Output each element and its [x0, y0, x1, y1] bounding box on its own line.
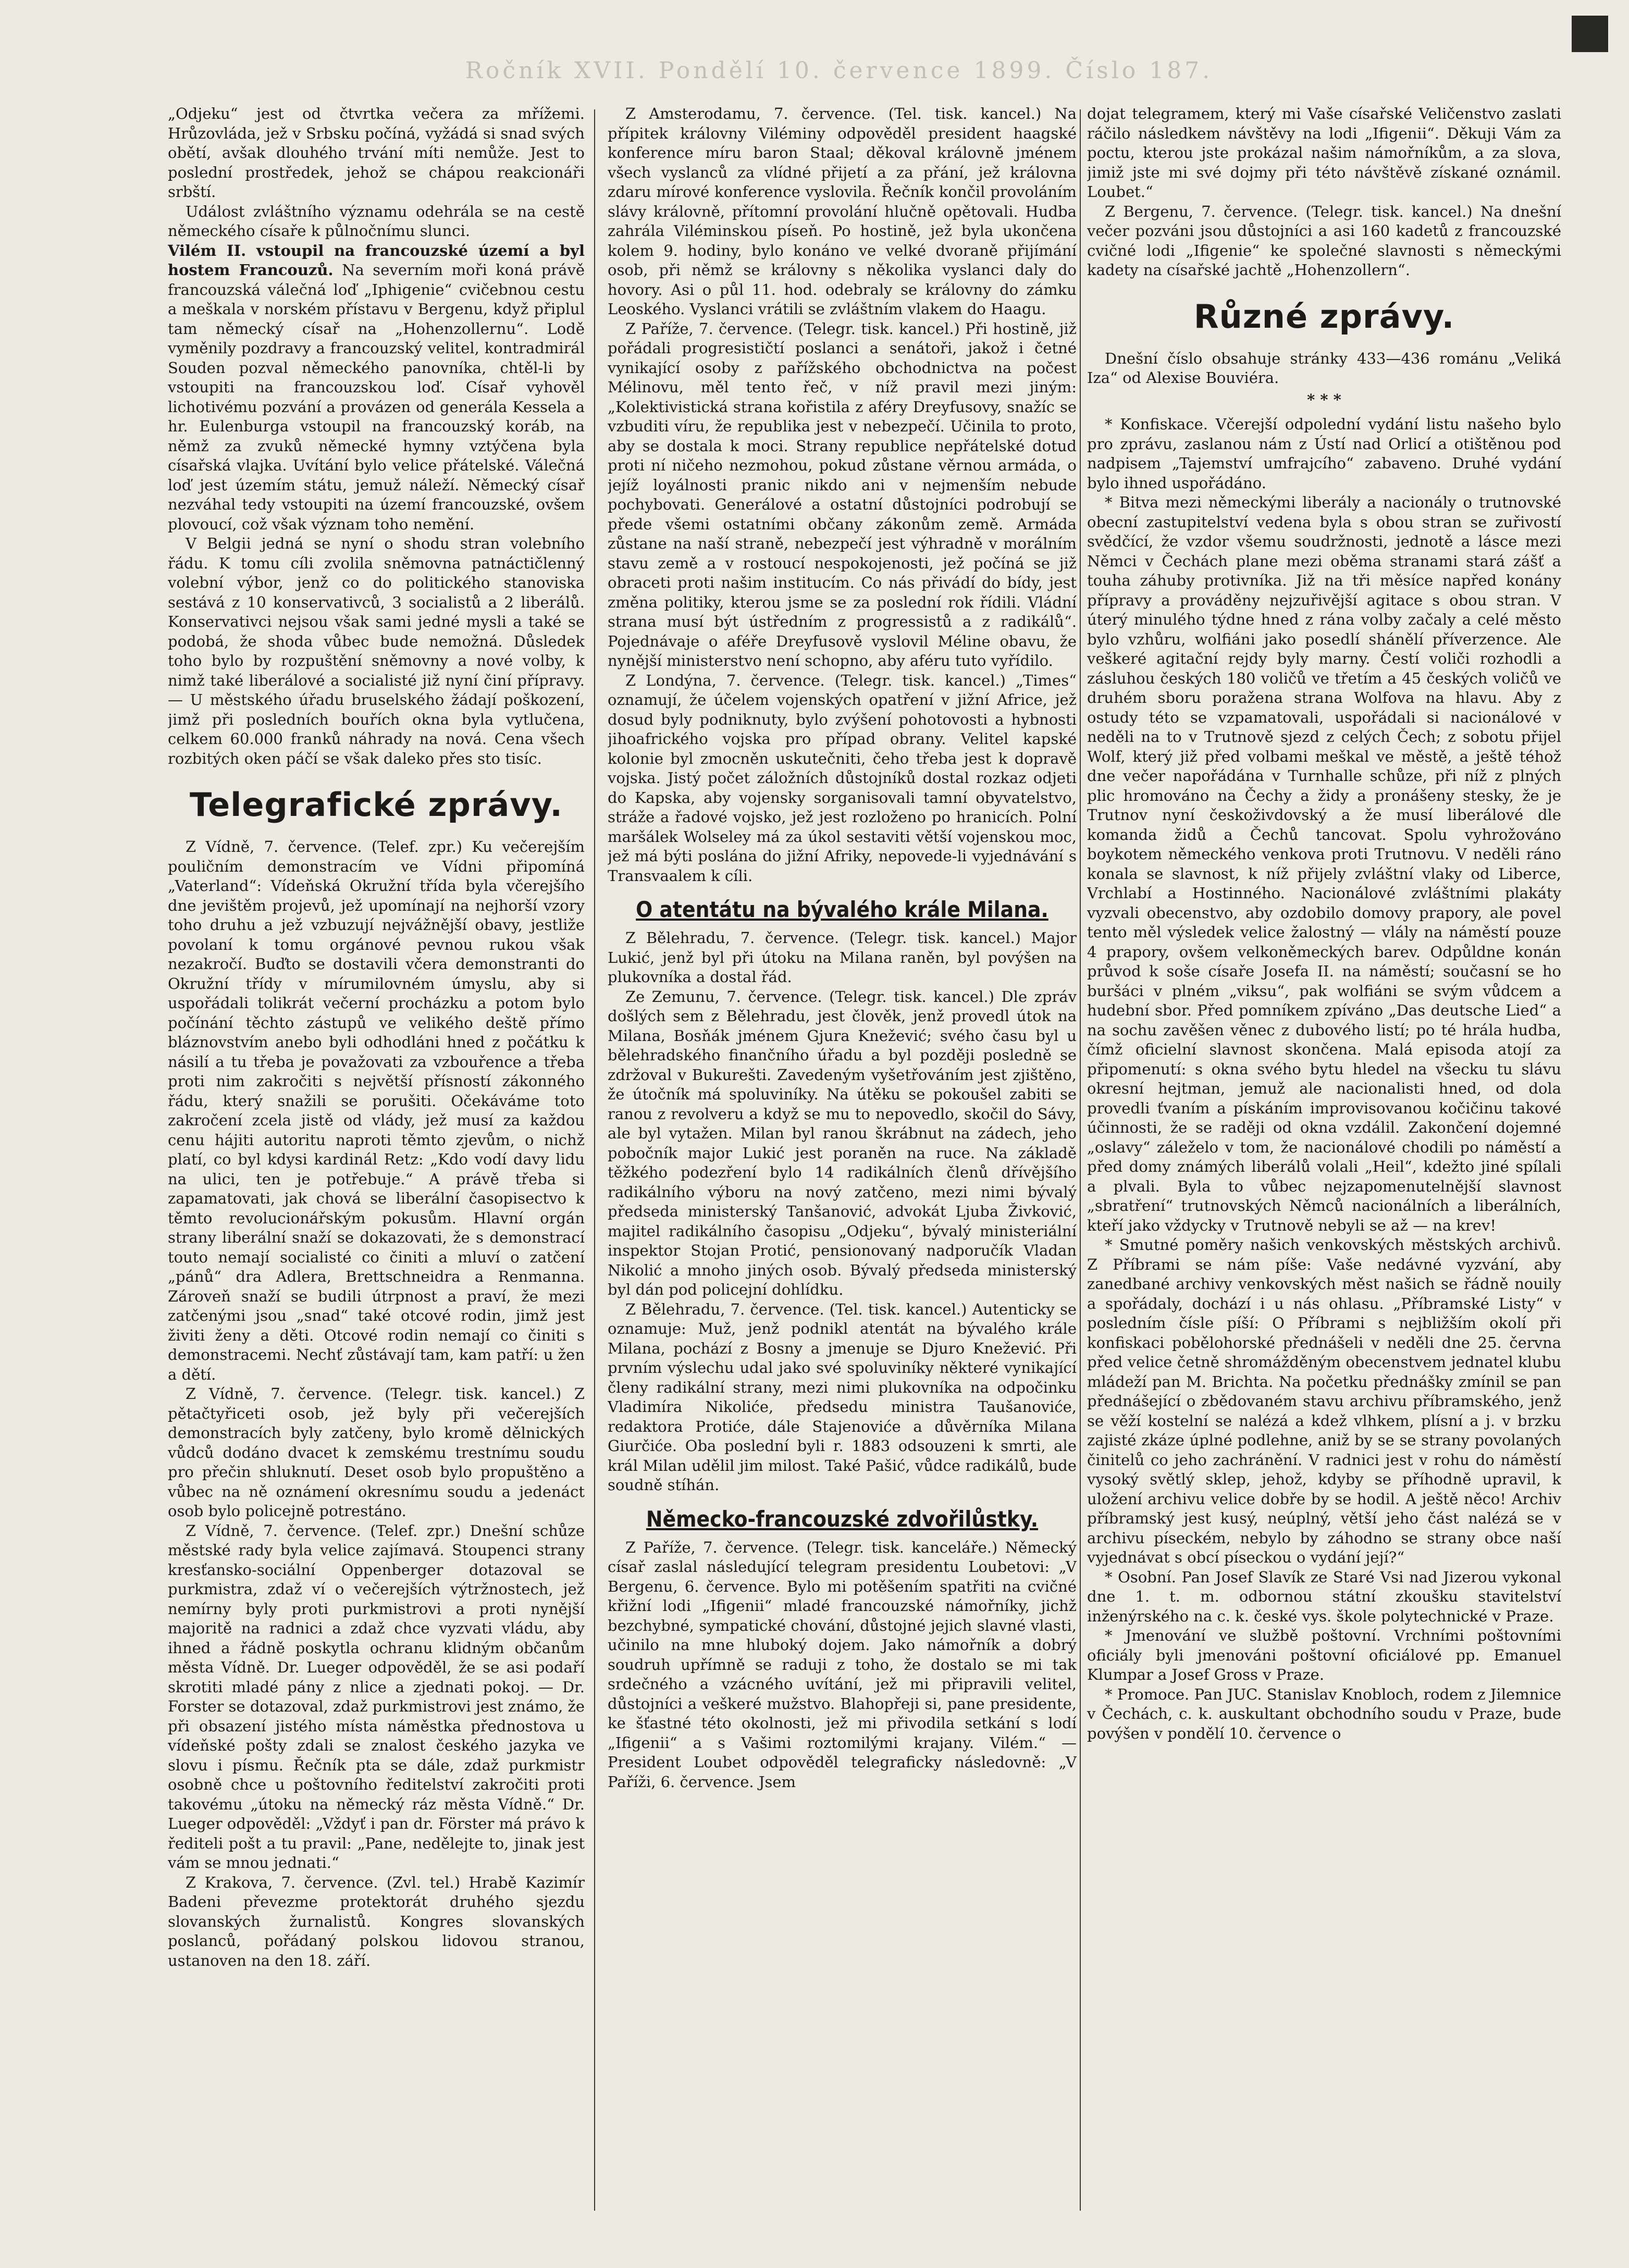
telegram-vienna-2: Z Vídně, 7. července. (Telegr. tisk. kancel.) Z pětačtyřiceti osob, jež byly při večerejších demonstracích byly zatčeny, bylo kromě dělnických vůdců dodáno dvacet k zemskému trestnímu soudu pro přečin shluknutí. Deset osob bylo propuštěno a vůbec na ně oznámení okresnímu soudu a jedenáct osob bylo policejně potrestáno. — [168, 1385, 585, 1520]
telegram-krakow: Z Krakova, 7. července. (Zvl. tel.) Hrabě Kazimír Badeni převezme protektorát druhého sjezdu slovanských žurnalistů. Kongres slovanských poslanců, pořádaný polskou lidovou stranou, ustanoven na den 18. září. — [168, 1873, 585, 1969]
column-2 — [608, 104, 1077, 2211]
headline-german-french: Německo-francouzské zdvořilůstky. — [646, 1506, 1039, 1532]
column-3 — [1087, 104, 1561, 2211]
article-vilem-lead: Vilém II. vstoupil na francouzské území a byl hostem Francouzů. — [168, 241, 585, 279]
column-rule-2 — [1080, 109, 1081, 2211]
news-promoce: * Promoce. Pan JUC. Stanislav Knobloch, rodem z Jilemnice v Čechách, c. k. auskultant obchodního soudu v Praze, bude povýšen v pondělí 10. července o — [1087, 1685, 1561, 1742]
faded-header: Ročník XVII. Pondělí 10. července 1899. Číslo 187. — [465, 57, 1213, 84]
telegram-belgrade-1: Z Bělehradu, 7. července. (Telegr. tisk. kancel.) Major Lukić, jenž byl při útoku na Milana raněn, byl povýšen na plukovníka a dostal řád. — [608, 929, 1077, 986]
article-vilem — [168, 241, 585, 535]
article-intro: Událost zvláštního významu odehrála se na cestě německého císaře k půlnočnímu slunci. — [168, 202, 585, 240]
column-1 — [168, 104, 585, 2211]
article-vilem-text: Na severním moři koná právě francouzská válečná loď „Iphigenie“ cvičebnou cestu a meškala v norském přístavu v Bergenu, když připlul tam německý císař na „Hohenzollernu“. Lodě vyměnily pozdravy a francouzský velitel, kontradmirál Souden pozval německého panovníka, chtěl-li by vstoupiti na francouzskou loď. Císař vyhověl lichotivému pozvání a provázen od generála Kessela a hr. Eulenburga vstoupil na francouzský koráb, na němž za zvuků německé hymny vztýčena byla císařská vlajka. Uvítání bylo velice přátelské. Válečná loď jest územím státu, jemuž náleží. Německý císař nezváhal tedy vstoupiti na území francouzské, ovšem plovoucí, což však význam toho nemění. — [168, 261, 585, 533]
corner-mark — [1572, 16, 1608, 52]
telegram-vienna-1: Z Vídně, 7. července. (Telef. zpr.) Ku večerejším pouličním demonstracím ve Vídni připomíná „Vaterland“: Vídeňská Okružní třída byla včerejšího dne jevištěm projevů, jež upomínají na nejhorší vzory toho druhu a jež vzbuzují nejvážnější obavy, jestliže povolaní k tomu orgánové pevnou rukou však nezakročí. Buďto se dostavili včera demonstranti do Okružní třídy v mírumilovném úmyslu, aby si uspořádali tolikrát večerní procházku a potom bylo počínání těchto zástupů ve velikého deště přímo bláznovstvím anebo byli odhodláni hned z počátku k násilí a tu třeba je považovati za vzbouřence a třeba proti nim zakročiti s největší přísností zákonného řádu, který snažili se porušiti. Očekáváme toto zakročení zcela jistě od vlády, jež musí za každou cenu hájiti autoritu naproti těmto zjevům, o nichž platí, co byl kdysi kardinál Retz: „Kdo vodí davy lidu na ulici, ten je potřebuje.“ A právě třeba si zapamatovati, jak chová se liberální časopisectvo k těmto revolucionářským pokusům. Hlavní orgán strany liberální snaží se dokazovati, že s demonstrací touto nemají socialisté co činiti a mluví o zatčení „pánů“ dra Adlera, Brettschneidra a Renmanna. Zároveň snaží se budili útrpnost a praví, že mezi zatčenými jsou „snad“ také otcové rodin, jimž jest živiti ženy a děti. Otcové rodin nemají co činiti s demonstracemi. Nechť zůstávají tam, kam patří: u žen a dětí. — [168, 838, 585, 1383]
news-trutnov: * Bitva mezi německými liberály a nacionály o trutnovské obecní zastupitelství vedena byla s obou stran se zuřivostí svědčící, že vzdor všemu soudržnosti, jednotě a lásce mezi Němci v Čechách plane mezi oběma stranami stará zášť a touha záhuby protivníka. Již na tři měsíce napřed konány přípravy a prováděny nejzuřivější agitace s obou stran. V úterý minulého týdne hned z rána volby začaly a celé město bylo vzhůru, wolfiáni jako posedlí shánělí příverzence. Ale veškeré agitační rejdy byly marny. Čestí voliči rozhodli a zásluhou českých 180 voličů ve třetím a 45 českých voličů ve druhém sboru poražena strana Wolfova na hlavu. Aby z ostudy této se vzpamatovali, uspořádali si nacionálové v neděli na to v Trutnově sjezd z celých Čech; z sobotu přijel Wolf, který již před volbami meškal ve městě, a ještě téhož dne večer napořádána v Turnhalle schůze, při níž z plných plic hromováno na Čechy a židy a pronášeny stesky, že je Trutnov nyní českoživdovský a že musí liberálové dle komanda židů a Čechů tancovat. Spolu vyhrožováno boykotem německého venkova proti Trutnovu. V neděli ráno konala se slavnost, k níž přijely zvláštní vlaky od Liberce, Vrchlabí a Hostinného. Nacionálové zvláštními plakáty vyzvali obecenstvo, aby ozdobilo domovy prapory, ale povel tento měl výsledek velice žalostný — vlály na náměstí pouze 4 prapory, ovšem velkoněmeckých barev. Odpůldne konán průvod k soše císaře Josefa II. na náměstí; současní se ho buršáci v plném „viksu“, pak wolfiáni se svým vůdcem a hudební sbor. Před pomníkem zpíváno „Das deutsche Lied“ a na sochu zavěšen věnec z dubového listí; po té hrála hudba, čímž oficielní slavnost skončena. Malá episoda atojí za připomenutí: s okna svého bytu hledel na všecku tu slávu okresní hejtman, jemuž ale nacionalisti hned, od dola provedli ťvaním a pískáním improvisovanou kočičinu takové účinnosti, že se raději od okna vzdálil. Zakončení dojemné „oslavy“ záleželo v tom, že nacionálové chodili po náměstí a před domy známých liberálů volali „Heil“, kdežto jiné spílali a plvali. Byla to vůbec nejzapomenutelnější slavnost „sbratření“ trutnovských Němců nacionálních a liberálních, kteří jako vždycky v Trutnově nebyli se až — na krev! — [1087, 493, 1561, 1234]
telegram-belgrade-2: Z Bělehradu, 7. července. (Tel. tisk. kancel.) Autenticky se oznamuje: Muž, jenž podnikl atentát na bývalého krále Milana, pochází z Bosny a jmenuje se Djuro Knežević. Při prvním výslechu udal jako své spoluviníky některé vynikající členy radikální strany, mezi nimi plukovníka na odpočinku Vladimíra Nikoliće, předsedu ministra Taušanoviće, redaktora Protiće, dále Stajenoviće a důvěrníka Milana Giurčiće. Oba poslední byli r. 1883 odsouzeni k smrti, ale král Milan udělil jim milost. Také Pašić, vůdce radikálů, bude soudně stíhán. — [608, 1300, 1077, 1494]
telegram-continuation: dojat telegramem, který mi Vaše císařské Veličenstvo zaslati ráčilo následkem návštěvy na lodi „Ifigenii“. Děkuji Vám za poctu, kterou jste prokázal našim námořníkům, a za slova, jimiž jste mi své dojmy při této návštěvě získané oznámil. Loubet.“ — [1087, 105, 1561, 201]
news-konfiskace: * Konfiskace. Včerejší odpolední vydání listu našeho bylo pro zprávu, zaslanou nám z Ústí nad Orlicí a otištěnou pod nadpisem „Tajemství umfrajcího“ zabaveno. Druhé vydání bylo ihned uspořádáno. — [1087, 415, 1561, 492]
article-belgie: V Belgii jedná se nyní o shodu stran volebního řádu. K tomu cíli zvolila sněmovna patnáctičlenný volební výbor, jenž co do politického stanoviska sestává z 10 konservativců, 3 socialistů a 2 liberálů. Konservativci nejsou však sami jedné mysli a také se podobá, že shoda vůbec bude nemožná. Důsledek toho bylo by rozpuštění sněmovny a nové volby, k nimž také liberálové a socialisté již nyní činí přípravy. — U městského úřadu bruselského žádají poškození, jimž při posledních bouřích okna byla vytlučena, celkem 60.000 franků náhrady na nová. Cena všech rozbitých oken páčí se však daleko přes sto tisíc. — [168, 535, 585, 767]
telegram-bergen: Z Bergenu, 7. července. (Telegr. tisk. kancel.) Na dnešní večer pozváni jsou důstojníci a asi 160 kadetů z francouzské cvičné lodi „Ifigenie“ ke společné slavnosti s německými kadety na císařské jachtě „Hohenzollern“. — [1087, 202, 1561, 279]
news-jmenovani: * Jmenování ve službě poštovní. Vrchními poštovními oficiály byli jmenováni poštovní oficiálové pp. Emanuel Klumpar a Josef Gross v Praze. — [1087, 1627, 1561, 1683]
news-archivy: * Smutné poměry našich venkovských městských archivů. Z Příbrami se nám píše: Vaše nedávné vyzvání, aby zanedbané archivy venkovských měst našich se řádně nouily a spořádaly, dochází i u nás ohlasu. „Příbramské Listy“ v posledním čísle píší: O Příbrami s nejbližším okolí při konfiskaci pobělohorské přednášeli v neděli dne 25. června před velice četně shromážděným obecenstvem jednatel klubu mládeží pan M. Brichta. Na početku přednášky zmínil se pan přednášející o zbědovaném stavu archivu příbramského, jenž se věží kostelní se nalézá a kdež vlhkem, plísní a j. v brzku zajisté zkáze úplné podlehne, aniž by se se strany povolaných činitelů co jeho zachránění. V radnici jest v rohu do náměstí vysoký světlý sklep, jehož, kdyby se příhodně upravil, k uložení archivu velice dobře by se hodil. A ještě něco! Archiv příbramský jest kusý, neúplný, větší jeho část nalézá se v archivu píseckém, nebylo by záhodno se strany obce naší vyjednávat s obcí píseckou o vydání její?“ — [1087, 1236, 1561, 1566]
section-title-ruzne: Různé zprávy. — [1193, 297, 1455, 336]
telegram-vienna-3: Z Vídně, 7. července. (Telef. zpr.) Dnešní schůze městské rady byla velice zajímavá. Stoupenci strany kresťansko-sociální Oppenberger dotazoval se purkmistra, zdaž ví o večerejších výtržnostech, jež nemírny byly proti purkmistrovi a proti nynější majoritě na radnici a zdaž chce vyzvati vládu, aby ihned a řádně poskytla ochranu klidným občanům města Vídně. Dr. Lueger odpověděl, že se asi podaří skrotiti mladé pány z nlice a zjednati pokoj. — Dr. Forster se dotazoval, zdaž purkmistrovi jest známo, že při obsazení jistého místa náměstka přednostova u vídeňské pošty zdali se znalost českého jazyka ve slovu i písmu. Řečník pta se dále, zdaž purkmistr osobně chce u poštovního ředitelství zakročiti proti takovému „útoku na německý ráz města Vídně.“ Dr. Lueger odpověděl: „Vždyť i pan dr. Förster má právo k řediteli pošt a tu pravil: „Pane, nedělejte to, jinak jest vám se mnou jednati.“ — [168, 1521, 585, 1872]
telegram-paris-2: Z Paříže, 7. července. (Telegr. tisk. kanceláře.) Německý císař zaslal následující telegram presidentu Loubetovi: „V Bergenu, 6. července. Bylo mi potěšením spatřiti na cvičné křižní lodi „Ifigenii“ mladé francouzské námořníky, jichž bezchybné, sympatické chování, důstojné jejich slavné vlasti, učinilo na mne hluboký dojem. Jako námořník a dobrý soudruh upřímně se raduji z toho, že dostalo se mi tak srdečného a vzácného uvítání, jež mi připravili velitel, důstojníci a veškeré mužstvo. Blahopřeji si, pane presidente, ke šťastné této okolnosti, jež mi přivodila setkání s lodí „Ifigenii“ a s Vašimi roztomilými krajany. Vilém.“ — President Loubet odpověděl telegraficky následovně: „V Paříži, 6. července. Jsem — [608, 1538, 1077, 1791]
telegram-london: Z Londýna, 7. července. (Telegr. tisk. kancel.) „Times“ oznamují, že účelem vojenských opatření v jižní Africe, jež dosud byly podniknuty, bylo zvýšení pohotovosti a hybnosti jihoafrického vojska pro případ obrany. Velitel kapské kolonie byl zmocněn uskutečniti, čeho třeba jest k dopravě vojska. Jistý počet záložních důstojníků dostal rozkaz odjeti do Kapska, aby vojensky sorganisovali tamní obyvatelstvo, stráže a řadové vojsko, jež jest rozloženo po hranicích. Polní maršálek Wolseley má za úkol sestaviti větší vojenskou moc, jež má býti poslána do jižní Afriky, nepovede-li vyjednávání s Transvaalem k cíli. — [608, 671, 1077, 885]
telegram-amsterdam: Z Amsterodamu, 7. července. (Tel. tisk. kancel.) Na přípitek královny Viléminy odpověděl president haagské konference míru baron Staal; děkoval královně jménem všech vyslanců za vlídné přijetí a za přání, jež královna zdaru mírové konference vyslovila. Řečník končil provoláním slávy královně, přítomní provolání hlučně opětovali. Hudba zahrála Viléminskou píseň. Po hostině, jež byla ukončena kolem 9. hodiny, bylo konáno ve velké dvoraně přijímání osob, při němž se královny s několika vyslanci daly do hovory. Asi o půl 11. hod. odebraly se královny do zámku Leoského. Vyslanci vrátili se zvláštním vlakem do Haagu. — [608, 105, 1077, 318]
telegram-paris-1: Z Paříže, 7. července. (Telegr. tisk. kancel.) Při hostině, již pořádali progresističtí poslanci a senátoři, jakož i četné vynikající osoby z pařížského obchodnictva na počest Mélinovu, měl tento řeč, v níž pravil mezi jiným: „Kolektivistická strana kořistila z aféry Dreyfusovy, snažíc se vzbuditi víru, že republika jest v nebezpečí. Učinila to proto, aby se dostala k moci. Strany republice nepřátelské dotud proti ní ničeho nezmohou, pokud zůstane věrnou armáda, o jejíž loyálnosti pranic nikdo ani v nejmenším nebude pochybovati. Generálové a ostatní důstojníci podrobují se přede všemi ostatními občany zákonům země. Armáda zůstane na naší straně, nebezpečí jest výhradně v morálním stavu země a v rostoucí nespokojenosti, jež počíná se již obraceti proti našim institucím. Co nás přivádí do bídy, jest změna politiky, kterou jsme se za poslední rok řídili. Vládní strana musí být ústředním z progressistů a z radikálů“. Pojednávaje o aféře Dreyfusově vyslovil Méline obavu, že nynější ministerstvo není schopno, aby aféru tuto vyřídilo. — [608, 319, 1077, 670]
headline-milan: O atentátu na bývalého krále Milana. — [636, 897, 1048, 922]
article-odjek: „Odjeku“ jest od čtvrtka večera za mřížemi. Hrůzovláda, jež v Srbsku počíná, vyžádá si snad svých obětí, avšak dlouhého trvání míti nemůže. Jest to poslední prostředek, jehož se chápou reakcionáři srbští. — [168, 105, 585, 201]
column-rule-1 — [594, 109, 595, 2211]
telegram-zemun: Ze Zemunu, 7. července. (Telegr. tisk. kancel.) Dle zpráv došlých sem z Bělehradu, jest člověk, jenž provedl útok na Milana, Bosňák jménem Gjura Knežević; svého času byl u bělehradského finančního úřadu a byl později posledně se zdržoval v Bukurešti. Zavedeným vyšetřováním jest zjištěno, že útočník má spoluviníky. Na útěku se pokoušel zabiti se ranou z revolveru a když se mu to nepovedlo, skočil do Sávy, ale byl vytažen. Milan byl ranou škrábnut na zádech, jeho pobočník major Lukić jest poraněn na ruce. Na základě těžkého podezření bylo 14 radikálních členů dřívějšího radikálního výboru na nový zatčeno, mezi nimi bývalý předseda ministerský Tanšanović, advokát Ljuba Živković, majitel radikálního časopisu „Odjeku“, bývalý ministeriální inspektor Stojan Protić, pensionovaný nadporučík Vladan Nikolić a mnoho jiných osob. Bývalý předseda ministerský byl dán pod policejní dohlídku. — [608, 987, 1077, 1298]
separator-stars: * * * — [1307, 390, 1341, 408]
notice-novel: Dnešní číslo obsahuje stránky 433—436 románu „Veliká Iza“ od Alexise Bouviéra. — [1087, 349, 1561, 387]
section-title-telegraf: Telegrafické zprávy. — [190, 786, 563, 824]
news-osobni: * Osobní. Pan Josef Slavík ze Staré Vsi nad Jizerou vykonal dne 1. t. m. odbornou státní zkoušku stavitelství inženýrského na c. k. české vys. škole polytechnické v Praze. — [1087, 1568, 1561, 1625]
